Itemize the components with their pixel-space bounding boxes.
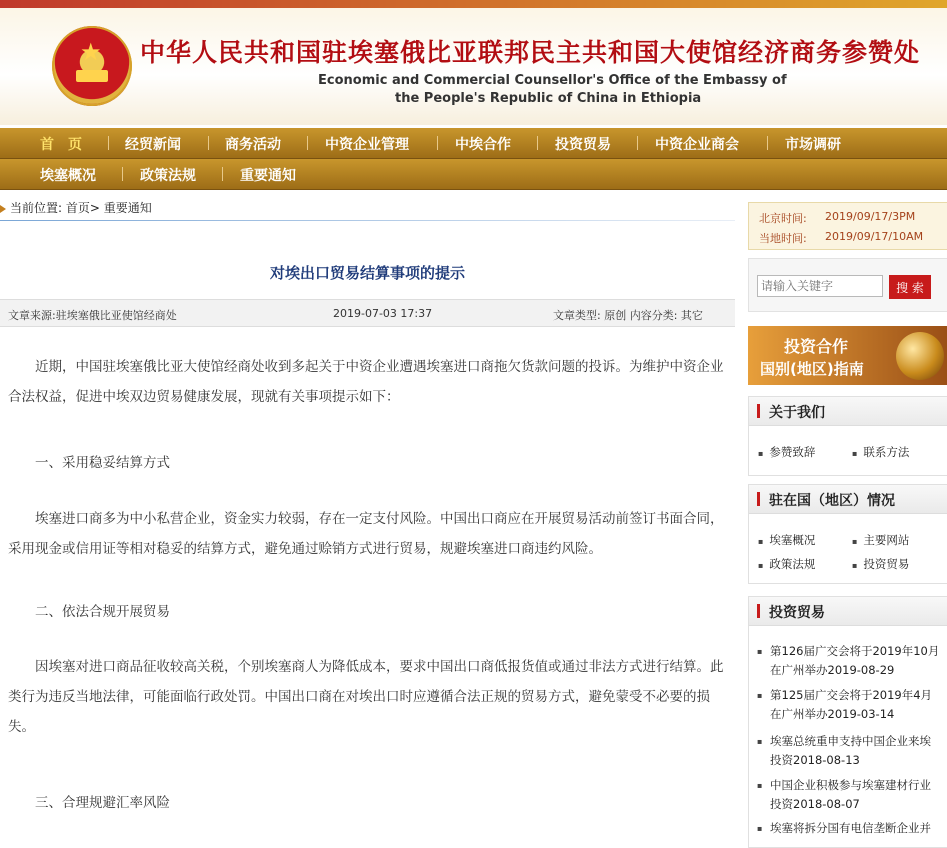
nav-chamber-of-commerce[interactable]: 中资企业商会: [655, 137, 739, 153]
header-top-strip: [0, 0, 947, 8]
about-us-title: 关于我们: [769, 405, 825, 421]
breadcrumb-prefix: 当前位置:: [10, 201, 63, 215]
nav-separator: [307, 136, 308, 150]
nav-separator: [437, 136, 438, 150]
nav-policies-regulations[interactable]: 政策法规: [140, 168, 196, 184]
nav-ethiopia-overview[interactable]: 埃塞概况: [40, 168, 96, 184]
nav-trade-news[interactable]: 经贸新闻: [125, 137, 181, 153]
article-heading-2: 二、依法合规开展贸易: [8, 604, 170, 620]
trade-news-item[interactable]: 埃塞将拆分国有电信垄断企业并: [770, 821, 931, 835]
country-item-policies[interactable]: ▪ 政策法规: [758, 556, 815, 572]
bullet-icon: ▪: [757, 824, 763, 833]
bullet-icon: ▪: [757, 781, 763, 790]
article-heading-3: 三、合理规避汇率风险: [8, 795, 170, 811]
article-paragraph-3: 因埃塞对进口商品征收较高关税，个别埃塞商人为降低成本，要求中国出口商低报货值或通过非法方式进行结算。此类行为违反当地法律，可能面临行政处罚。中国出口商在对埃出口时应遵循合法正规的贸易方式，避免蒙受不必要的损失。: [8, 659, 724, 735]
trade-news-item[interactable]: 中国企业积极参与埃塞建材行业投资2018-08-07: [770, 778, 931, 811]
beijing-time-label: 北京时间:: [759, 212, 807, 225]
breadcrumb-home-link[interactable]: 首页: [65, 201, 90, 215]
breadcrumb-current[interactable]: 重要通知: [103, 201, 152, 215]
article-type: 文章类型: 原创 内容分类: 其它: [553, 309, 703, 322]
about-us-header: [749, 397, 947, 426]
nav-separator: [222, 167, 223, 181]
nav-important-notices[interactable]: 重要通知: [240, 168, 296, 184]
nav-separator: [122, 167, 123, 181]
breadcrumb-separator: >: [89, 201, 100, 215]
nav-business-activities[interactable]: 商务活动: [225, 137, 281, 153]
nav-investment-trade[interactable]: 投资贸易: [555, 137, 611, 153]
search-input[interactable]: [757, 275, 883, 297]
banner-title-line2: 国别(地区)指南: [760, 360, 864, 378]
site-header: [0, 0, 947, 125]
trade-news-item[interactable]: 埃塞总统重申支持中国企业来埃投资2018-08-13: [770, 734, 931, 767]
local-time-label: 当地时间:: [759, 232, 807, 245]
breadcrumb-arrow-icon: [0, 205, 6, 213]
time-box: [748, 202, 947, 250]
country-info-title: 驻在国（地区）情况: [769, 493, 895, 509]
main-nav-row1: [0, 128, 947, 159]
article-title: 对埃出口贸易结算事项的提示: [269, 264, 465, 282]
bullet-icon: ▪: [757, 691, 763, 700]
article-source: 文章来源:驻埃塞俄比亚使馆经商处: [8, 309, 177, 322]
nav-home[interactable]: 首 页: [40, 137, 82, 153]
search-button[interactable]: 搜 索: [889, 275, 931, 299]
nav-separator: [208, 136, 209, 150]
beijing-time-value: 2019/09/17/3PM: [825, 210, 916, 223]
country-item-websites[interactable]: ▪ 主要网站: [852, 532, 909, 548]
bullet-icon: ▪: [757, 647, 763, 656]
article-paragraph-1: 近期，中国驻埃塞俄比亚大使馆经商处收到多起关于中资企业遭遇埃塞进口商拖欠货款问题的投诉。为维护中资企业合法权益，促进中埃双边贸易健康发展，现就有关事项提示如下：: [8, 359, 724, 405]
about-item-message[interactable]: ▪ 参赞致辞: [758, 444, 815, 460]
site-title-cn: 中华人民共和国驻埃塞俄比亚联邦民主共和国大使馆经济商务参赞处: [140, 38, 921, 67]
nav-market-research[interactable]: 市场调研: [785, 137, 841, 153]
national-emblem-icon: ★: [52, 26, 132, 106]
trade-news-item[interactable]: 第126届广交会将于2019年10月在广州举办2019-08-29: [770, 644, 940, 677]
article-paragraph-2: 埃塞进口商多为中小私营企业，资金实力较弱，存在一定支付风险。中国出口商应在开展贸易活动前签订书面合同，采用现金或信用证等相对稳妥的结算方式，避免通过赊销方式进行贸易，规避埃塞进口商违约风险。: [8, 511, 724, 557]
article-date: 2019-07-03 17:37: [333, 307, 433, 320]
bullet-icon: ▪: [757, 737, 763, 746]
site-title-en-line2: the People's Republic of China in Ethiopia: [395, 91, 702, 106]
investment-guide-banner[interactable]: [748, 326, 947, 385]
investment-trade-header: [749, 597, 947, 626]
panel-marker-icon: [757, 604, 760, 618]
banner-title-line1: 投资合作: [784, 337, 849, 356]
local-time-value: 2019/09/17/10AM: [825, 230, 924, 243]
article-meta-bar: [0, 299, 735, 327]
country-item-trade[interactable]: ▪ 投资贸易: [852, 556, 909, 572]
nav-separator: [767, 136, 768, 150]
nav-separator: [537, 136, 538, 150]
country-item-overview[interactable]: ▪ 埃塞概况: [758, 532, 815, 548]
main-nav-row2: [0, 159, 947, 190]
about-us-panel: [748, 396, 947, 476]
globe-icon: [896, 332, 944, 380]
site-title-en-line1: Economic and Commercial Counsellor's Office of the Embassy of: [318, 73, 787, 88]
investment-trade-title: 投资贸易: [769, 605, 825, 621]
trade-news-item[interactable]: 第125届广交会将于2019年4月在广州举办2019-03-14: [770, 688, 933, 721]
panel-marker-icon: [757, 404, 760, 418]
country-info-header: [749, 485, 947, 514]
nav-china-ethiopia-cooperation[interactable]: 中埃合作: [455, 137, 511, 153]
nav-enterprise-management[interactable]: 中资企业管理: [325, 137, 409, 153]
nav-separator: [108, 136, 109, 150]
article-heading-1: 一、采用稳妥结算方式: [8, 455, 170, 471]
about-item-contact[interactable]: ▪ 联系方法: [852, 444, 909, 460]
breadcrumb-divider: [0, 220, 735, 221]
nav-separator: [637, 136, 638, 150]
breadcrumb: [0, 199, 152, 216]
panel-marker-icon: [757, 492, 760, 506]
